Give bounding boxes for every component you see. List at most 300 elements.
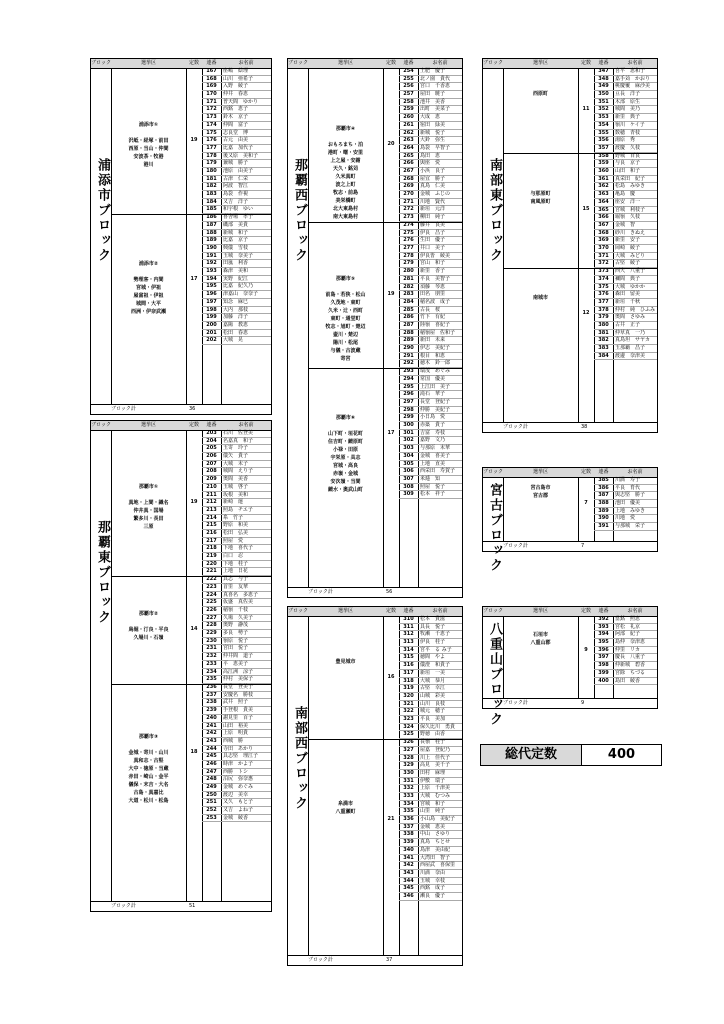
row-number: 281 <box>403 275 414 282</box>
block-name: 宮古ブロック <box>487 483 502 573</box>
row-name: 宮山 和子 <box>420 260 446 267</box>
row-name: 武井 照子 <box>223 699 249 706</box>
block-footer <box>288 587 462 597</box>
row-name: 米逓 知 <box>420 475 441 482</box>
row-number: 383 <box>598 345 609 352</box>
row-name: 出町 美菜子 <box>420 106 451 113</box>
table-row <box>594 276 657 284</box>
row-number: 192 <box>206 260 217 267</box>
row-number: 328 <box>403 754 414 761</box>
row-number: 395 <box>598 639 609 646</box>
row-name: 照屋 愛 <box>223 537 244 544</box>
table-row <box>594 670 657 678</box>
row-number: 318 <box>403 677 414 684</box>
district-quota: 7 <box>584 499 588 506</box>
row-name: 根目 和恵 <box>420 352 446 359</box>
row-name: 仲間 富子 <box>223 121 249 128</box>
row-name: 松田 春恵 <box>223 329 249 336</box>
row-name: 照屋 悦子 <box>420 483 446 490</box>
row-name: 具志 与子 <box>223 576 249 583</box>
row-number: 176 <box>206 137 217 144</box>
row-number: 208 <box>206 468 217 475</box>
table-row <box>594 114 657 122</box>
block-table <box>90 420 272 912</box>
row-number: 177 <box>206 144 217 151</box>
table-row <box>399 160 462 168</box>
header-block: ブロック <box>483 469 503 475</box>
row-number: 360 <box>598 168 609 175</box>
row-number: 357 <box>598 144 609 151</box>
table-row <box>202 661 271 669</box>
district-quota: 16 <box>387 673 395 680</box>
header-district: 選挙区 <box>532 608 548 614</box>
row-number: 329 <box>403 762 414 769</box>
row-number: 338 <box>403 831 414 838</box>
row-name: 普天間 ゆかり <box>223 98 259 105</box>
row-name: 常国 優美 <box>420 375 446 382</box>
table-row <box>399 793 462 801</box>
table-row <box>202 245 271 253</box>
row-number: 349 <box>598 83 609 90</box>
table-row <box>202 776 271 784</box>
row-name: 金城 めぐみ <box>223 784 254 791</box>
row-name: 川地 賢代 <box>420 198 446 205</box>
row-name: 島田 綾香 <box>615 677 641 684</box>
row-name: 具長 悦子 <box>420 623 446 630</box>
header-quota: 定数 <box>385 60 396 66</box>
row-name: 宮松 礼京 <box>615 623 641 630</box>
row-name: 上原 千津美 <box>420 785 451 792</box>
table-row <box>399 91 462 99</box>
table-row <box>399 862 462 870</box>
row-name: 上原 明貴 <box>223 730 249 737</box>
row-name: 松田 弘美 <box>223 529 249 536</box>
row-number: 167 <box>206 68 217 74</box>
table-row <box>594 106 657 114</box>
district-label: 那覇市③ 金城・寄川・山川 真和志・古堅 大中・徳原・当蔵 赤田・崎山・金平 儀保・末吉・大名 古島・真嘉比 大道・松川・松島 <box>128 734 169 805</box>
row-number: 263 <box>403 137 414 144</box>
row-number: 201 <box>206 329 217 336</box>
row-number: 393 <box>598 623 609 630</box>
row-name: 山田 裕美 <box>223 722 249 729</box>
table-row <box>594 631 657 639</box>
district-label: 那覇市② 鳥堀・汀良・平良 久場川・石嶺 <box>128 611 169 642</box>
row-name: 西銘 恵子 <box>223 106 249 113</box>
row-number: 238 <box>206 699 217 706</box>
header-name: お名前 <box>627 60 643 66</box>
header-num: 連番 <box>206 60 217 66</box>
row-number: 194 <box>206 275 217 282</box>
row-number: 259 <box>403 106 414 113</box>
row-number: 182 <box>206 183 217 190</box>
table-row <box>594 83 657 91</box>
table-row <box>399 770 462 778</box>
row-number: 358 <box>598 152 609 159</box>
row-number: 180 <box>206 167 217 174</box>
table-row <box>594 237 657 245</box>
district-quota: 15 <box>582 206 590 213</box>
row-name: 木部 原生 <box>615 98 641 105</box>
row-name: 奥間 さゆみ <box>615 314 646 321</box>
row-number: 343 <box>403 869 414 876</box>
row-number: 203 <box>206 430 217 436</box>
row-name: 西勝 トシ <box>223 768 249 775</box>
row-name: 渡慶 久枝 <box>615 144 641 151</box>
district-label: 宮古島市 宮古郡 <box>530 484 551 499</box>
row-name: 大城 みどり <box>615 252 646 259</box>
row-name: 島仲 奈津恵 <box>615 639 646 646</box>
total-quota-box <box>480 744 662 766</box>
table-row <box>202 707 271 715</box>
table-row <box>399 183 462 191</box>
table-row <box>399 122 462 130</box>
row-name: 真鳥 仁美 <box>420 183 446 190</box>
table-row <box>399 893 462 901</box>
row-name: 座嶋 絵理 <box>223 68 249 74</box>
row-name: 嘉野 文乃 <box>420 437 446 444</box>
row-name: 徳木 鈴一郎 <box>420 360 451 367</box>
district-label: 糸満市 八重瀬町 <box>335 801 356 816</box>
table-row <box>202 476 271 484</box>
row-name: 古堅 綾子 <box>615 260 641 267</box>
table-row <box>399 191 462 199</box>
table-row <box>594 222 657 230</box>
block-total-label: ブロック計 <box>503 543 528 549</box>
block-total-value: 38 <box>581 424 588 430</box>
row-name: 稲嶺屋 佐和子 <box>420 329 456 336</box>
district-quota: 19 <box>190 137 198 144</box>
row-name: 仲井 春恵 <box>223 91 249 98</box>
row-number: 321 <box>403 700 414 707</box>
table-row <box>202 553 271 561</box>
row-number: 221 <box>206 568 217 575</box>
row-name: 磯部 美貴 <box>223 221 249 228</box>
header-district: 選挙区 <box>140 60 156 66</box>
row-number: 257 <box>403 91 414 98</box>
row-name: 山田 和子 <box>615 168 641 175</box>
table-row <box>202 761 271 769</box>
table-row <box>202 268 271 276</box>
table-row <box>202 237 271 245</box>
row-name: 上地 日花 <box>223 568 249 575</box>
row-name: 長嶺 桂子 <box>420 739 446 746</box>
row-number: 251 <box>206 799 217 806</box>
row-name: 大内 那枝 <box>223 306 249 313</box>
row-number: 242 <box>206 730 217 737</box>
table-row <box>594 91 657 99</box>
row-number: 275 <box>403 229 414 236</box>
row-name: 大城 ゆかか <box>615 283 646 290</box>
row-name: 多良 勢子 <box>223 630 249 637</box>
row-number: 380 <box>598 322 609 328</box>
table-row <box>399 831 462 839</box>
table-row <box>594 145 657 153</box>
header-district: 選挙区 <box>140 422 156 428</box>
row-number: 248 <box>206 776 217 783</box>
row-name: 新里 安子 <box>615 237 641 244</box>
table-row <box>399 468 462 476</box>
row-number: 169 <box>206 83 217 90</box>
table-row <box>399 237 462 245</box>
row-name: 知念 麻巳 <box>223 298 249 305</box>
row-name: 玉那覇 昌子 <box>615 345 646 352</box>
row-name: 高江洲 涼子 <box>223 668 254 675</box>
row-name: 上江田 美子 <box>420 383 451 390</box>
table-row <box>399 739 462 747</box>
table-row <box>399 885 462 893</box>
row-name: 比嘉 紀久乃 <box>223 283 254 290</box>
row-number: 226 <box>206 607 217 614</box>
row-number: 341 <box>403 854 414 861</box>
table-row <box>202 453 271 461</box>
row-number: 230 <box>206 637 217 644</box>
row-number: 312 <box>403 631 414 638</box>
row-number: 382 <box>598 337 609 344</box>
row-number: 261 <box>403 121 414 128</box>
row-name: 仲里 リカ <box>615 646 640 653</box>
row-number: 270 <box>403 191 414 197</box>
row-number: 376 <box>598 291 609 298</box>
table-row <box>202 653 271 661</box>
row-number: 179 <box>206 160 217 167</box>
row-name: 新城 和子 <box>223 229 249 236</box>
row-name: 山川 良枝 <box>420 700 446 707</box>
row-name: 興儀 雪枝 <box>223 245 249 252</box>
table-row <box>399 145 462 153</box>
district-quota: 11 <box>582 106 590 113</box>
row-number: 355 <box>598 129 609 136</box>
row-name: 兼城 勝子 <box>223 160 249 167</box>
row-name: 古元 由美 <box>223 137 249 144</box>
block-total-value: 7 <box>581 543 585 549</box>
row-name: 野城 百良 <box>615 152 641 159</box>
row-number: 220 <box>206 560 217 567</box>
row-number: 231 <box>206 645 217 652</box>
block-total-label: ブロック計 <box>503 424 528 430</box>
header-quota: 定数 <box>188 60 199 66</box>
row-number: 236 <box>206 684 217 691</box>
table-row <box>399 368 462 376</box>
row-number: 374 <box>598 275 609 282</box>
row-number: 279 <box>403 260 414 267</box>
table-row <box>202 522 271 530</box>
row-name: 下地 桂子 <box>223 560 249 567</box>
row-number: 254 <box>403 68 414 74</box>
row-name: 玉城 奈美子 <box>223 252 254 259</box>
row-name: 赤築 貴子 <box>420 422 446 429</box>
table-row <box>594 345 657 353</box>
table-row <box>202 137 271 145</box>
table-row <box>399 476 462 484</box>
row-name: 安慶名 勝枝 <box>223 691 254 698</box>
district-quota: 19 <box>387 291 395 298</box>
row-number: 311 <box>403 623 414 630</box>
row-number: 332 <box>403 785 414 792</box>
header-district: 選挙区 <box>532 469 548 475</box>
row-number: 327 <box>403 746 414 753</box>
table-row <box>594 137 657 145</box>
header-block: ブロック <box>483 60 503 66</box>
header-quota: 定数 <box>580 608 591 614</box>
row-name: 古長 桜 <box>420 306 441 313</box>
table-row <box>594 639 657 647</box>
table-row <box>202 568 271 576</box>
row-number: 396 <box>598 646 609 653</box>
row-number: 282 <box>403 283 414 290</box>
row-name: 田村 麻理 <box>420 769 446 776</box>
row-number: 209 <box>206 476 217 483</box>
table-row <box>202 314 271 322</box>
row-number: 400 <box>598 677 609 684</box>
row-number: 187 <box>206 221 217 228</box>
block-table <box>482 58 658 433</box>
row-name: 與志堅 勝子 <box>615 492 646 499</box>
row-number: 171 <box>206 98 217 105</box>
district-quota: 12 <box>582 310 590 317</box>
row-name: 城間 えり子 <box>223 468 254 475</box>
block-table <box>287 58 463 598</box>
district-label: 那覇市④ おもろまち・泊 港町・曙・安里 上之屋・安謝 天久・銘苅 久米真町 波之上町 牧志・前島 美栄橋町 北大東島村 南大東島村 <box>327 126 363 220</box>
table-row <box>399 693 462 701</box>
row-number: 345 <box>403 885 414 892</box>
row-number: 362 <box>598 183 609 190</box>
row-name: 亀島 慶 <box>615 191 636 198</box>
row-name: 長堂 登紀子 <box>420 399 451 406</box>
row-name: 又久 もと子 <box>223 799 254 806</box>
table-row <box>594 260 657 268</box>
table-row <box>202 114 271 122</box>
row-number: 394 <box>598 631 609 638</box>
row-name: 下地 喜代子 <box>223 545 254 552</box>
row-number: 289 <box>403 337 414 344</box>
row-name: 平良 育代 <box>615 484 641 491</box>
row-number: 168 <box>206 75 217 82</box>
table-row <box>399 106 462 114</box>
row-name: 牧瀬 千恵子 <box>420 631 451 638</box>
row-number: 302 <box>403 437 414 444</box>
header-block: ブロック <box>91 422 111 428</box>
row-number: 389 <box>598 507 609 514</box>
row-number: 347 <box>598 68 609 74</box>
table-row <box>594 191 657 199</box>
district-label: 西原町 <box>532 91 548 98</box>
block-name: 浦添市ブロック <box>95 158 110 263</box>
row-name: 瑞茂 めぐみ <box>420 368 451 375</box>
block-table <box>90 58 272 415</box>
row-name: 保久比川 勇貴 <box>420 723 456 730</box>
table-row <box>202 145 271 153</box>
row-number: 301 <box>403 429 414 436</box>
row-name: 與座 愛 <box>420 160 441 167</box>
row-number: 232 <box>206 653 217 660</box>
table-row <box>399 445 462 453</box>
table-row <box>399 68 462 76</box>
row-number: 283 <box>403 291 414 298</box>
row-number: 273 <box>403 214 414 221</box>
row-name: 池田 優美 <box>615 500 641 507</box>
row-name: 仲新城 碧香 <box>615 662 646 669</box>
row-number: 189 <box>206 237 217 244</box>
row-name: 加藤 洋子 <box>223 314 249 321</box>
table-row <box>399 747 462 755</box>
row-name: 照島 チエ子 <box>223 506 253 513</box>
header-district: 選挙区 <box>532 60 548 66</box>
table-row <box>399 291 462 299</box>
row-name: 新垣 元洋 <box>420 206 446 213</box>
row-name: 西大 八重子 <box>615 268 646 275</box>
row-name: 玉城 啓子 <box>223 483 249 490</box>
row-name: 池原 由美子 <box>223 167 254 174</box>
row-name: 首里 友華 <box>223 583 249 590</box>
row-name: 川上 佳代子 <box>420 754 451 761</box>
row-name: 野徳 由香 <box>420 731 446 738</box>
table-row <box>399 337 462 345</box>
row-name: 西栄田 寿賀子 <box>420 468 456 475</box>
row-number: 310 <box>403 616 414 622</box>
row-name: 名嘉真 和子 <box>223 437 254 444</box>
row-number: 326 <box>403 739 414 746</box>
row-number: 269 <box>403 183 414 190</box>
row-number: 183 <box>206 191 217 197</box>
row-number: 237 <box>206 691 217 698</box>
row-name: 池井 美香 <box>420 98 446 105</box>
row-number: 234 <box>206 668 217 675</box>
row-name: 大城 むつみ <box>420 793 451 799</box>
row-name: 鳥津 美由紀 <box>420 846 451 853</box>
row-name: 寺田 あかり <box>223 745 254 752</box>
table-row <box>594 299 657 307</box>
row-number: 250 <box>206 791 217 798</box>
table-row <box>202 499 271 507</box>
header-block: ブロック <box>288 608 308 614</box>
row-number: 195 <box>206 283 217 290</box>
row-number: 319 <box>403 685 414 692</box>
row-number: 314 <box>403 646 414 653</box>
row-number: 228 <box>206 622 217 629</box>
table-row <box>594 616 657 624</box>
row-name: 阿波 智江 <box>223 183 249 190</box>
row-name: 新崎 運 <box>223 499 244 506</box>
row-number: 294 <box>403 375 414 382</box>
table-row <box>399 422 462 430</box>
row-name: 新垣 千秋 <box>615 298 641 305</box>
table-row <box>399 299 462 307</box>
row-name: 儀澄 和貴子 <box>420 662 451 669</box>
row-name: 与良 京子 <box>615 160 641 167</box>
table-row <box>399 631 462 639</box>
row-number: 212 <box>206 499 217 506</box>
table-row <box>594 183 657 191</box>
row-name: 上地 みゆき <box>615 507 646 514</box>
table-row <box>202 68 271 76</box>
header-name: お名前 <box>432 608 448 614</box>
table-row <box>594 245 657 253</box>
row-number: 200 <box>206 321 217 328</box>
table-row <box>202 445 271 453</box>
row-name: 宮平 恵和子 <box>615 68 646 74</box>
row-name: 山川 亜希子 <box>223 75 254 82</box>
row-number: 210 <box>206 483 217 490</box>
block-total-label: ブロック計 <box>308 957 333 963</box>
table-row <box>399 491 462 499</box>
total-quota-label: 総代定数 <box>481 745 582 765</box>
table-row <box>399 391 462 399</box>
table-row <box>399 870 462 878</box>
header-quota: 定数 <box>580 469 591 475</box>
row-name: 柳田 純子 <box>420 214 446 221</box>
row-number: 207 <box>206 460 217 467</box>
district-quota: 17 <box>190 275 198 282</box>
